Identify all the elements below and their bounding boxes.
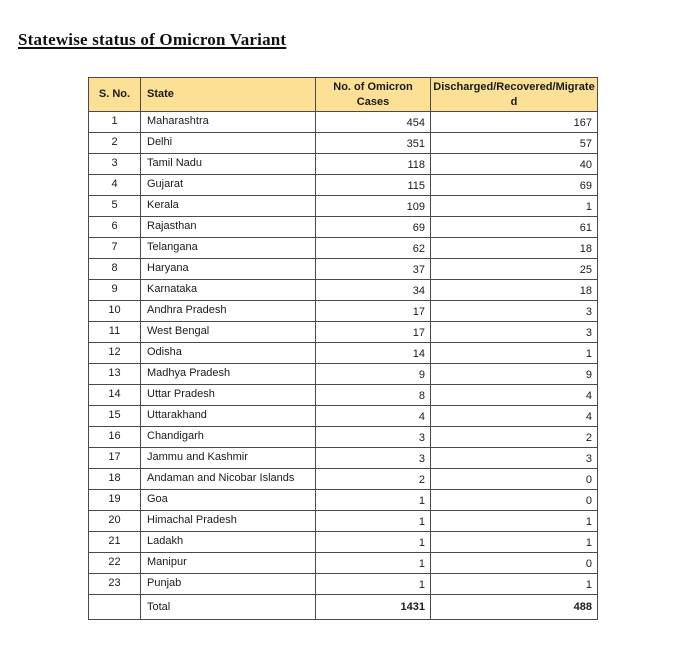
row-serial: 14 [89, 385, 141, 406]
total-empty-cell [89, 595, 141, 620]
row-serial: 22 [89, 553, 141, 574]
row-serial: 15 [89, 406, 141, 427]
table-row [89, 175, 598, 196]
row-state: Jammu and Kashmir [141, 448, 316, 469]
row-cases: 109 [316, 196, 431, 217]
row-discharged: 1 [431, 511, 598, 532]
table-body [89, 112, 598, 620]
row-cases: 1 [316, 490, 431, 511]
row-state: West Bengal [141, 322, 316, 343]
row-discharged: 3 [431, 322, 598, 343]
table-row [89, 553, 598, 574]
header-omicron-cases: No. of Omicron Cases [316, 78, 431, 112]
row-discharged: 61 [431, 217, 598, 238]
row-discharged: 1 [431, 343, 598, 364]
table-row [89, 343, 598, 364]
total-discharged-value: 488 [431, 595, 598, 620]
table-row [89, 217, 598, 238]
row-discharged: 1 [431, 196, 598, 217]
row-serial: 3 [89, 154, 141, 175]
row-cases: 69 [316, 217, 431, 238]
header-serial-number: S. No. [89, 78, 141, 112]
row-cases: 351 [316, 133, 431, 154]
row-serial: 13 [89, 364, 141, 385]
row-state: Punjab [141, 574, 316, 595]
row-cases: 8 [316, 385, 431, 406]
table-row [89, 301, 598, 322]
row-state: Goa [141, 490, 316, 511]
row-state: Odisha [141, 343, 316, 364]
row-state: Manipur [141, 553, 316, 574]
row-cases: 4 [316, 406, 431, 427]
row-discharged: 2 [431, 427, 598, 448]
table-row [89, 259, 598, 280]
row-discharged: 3 [431, 448, 598, 469]
row-serial: 1 [89, 112, 141, 133]
header-row [89, 78, 598, 112]
total-label: Total [141, 595, 316, 620]
table-row [89, 196, 598, 217]
row-serial: 11 [89, 322, 141, 343]
table-row [89, 238, 598, 259]
row-discharged: 57 [431, 133, 598, 154]
page-title: Statewise status of Omicron Variant [18, 30, 287, 49]
row-state: Uttar Pradesh [141, 385, 316, 406]
row-discharged: 40 [431, 154, 598, 175]
table-row [89, 469, 598, 490]
row-cases: 3 [316, 448, 431, 469]
row-serial: 18 [89, 469, 141, 490]
row-cases: 62 [316, 238, 431, 259]
row-discharged: 18 [431, 238, 598, 259]
row-cases: 1 [316, 532, 431, 553]
table-row [89, 385, 598, 406]
row-serial: 12 [89, 343, 141, 364]
row-discharged: 18 [431, 280, 598, 301]
table-row [89, 427, 598, 448]
row-state: Gujarat [141, 175, 316, 196]
row-serial: 8 [89, 259, 141, 280]
row-serial: 7 [89, 238, 141, 259]
row-serial: 16 [89, 427, 141, 448]
row-serial: 21 [89, 532, 141, 553]
row-state: Tamil Nadu [141, 154, 316, 175]
table-row [89, 280, 598, 301]
row-serial: 17 [89, 448, 141, 469]
row-discharged: 4 [431, 406, 598, 427]
row-cases: 37 [316, 259, 431, 280]
row-serial: 23 [89, 574, 141, 595]
row-state: Kerala [141, 196, 316, 217]
row-state: Rajasthan [141, 217, 316, 238]
row-state: Uttarakhand [141, 406, 316, 427]
total-row [89, 595, 598, 620]
row-cases: 17 [316, 301, 431, 322]
row-discharged: 3 [431, 301, 598, 322]
row-cases: 14 [316, 343, 431, 364]
row-serial: 19 [89, 490, 141, 511]
row-discharged: 0 [431, 553, 598, 574]
row-cases: 118 [316, 154, 431, 175]
header-discharged: Discharged/Recovered/Migrated [431, 78, 598, 112]
row-cases: 1 [316, 553, 431, 574]
table-row [89, 322, 598, 343]
row-cases: 34 [316, 280, 431, 301]
table-row [89, 364, 598, 385]
total-cases-value: 1431 [316, 595, 431, 620]
row-cases: 17 [316, 322, 431, 343]
row-serial: 4 [89, 175, 141, 196]
row-state: Andaman and Nicobar Islands [141, 469, 316, 490]
table-row [89, 574, 598, 595]
row-discharged: 69 [431, 175, 598, 196]
table-row [89, 511, 598, 532]
table-row [89, 154, 598, 175]
row-state: Himachal Pradesh [141, 511, 316, 532]
row-discharged: 25 [431, 259, 598, 280]
row-discharged: 167 [431, 112, 598, 133]
row-cases: 9 [316, 364, 431, 385]
row-serial: 10 [89, 301, 141, 322]
row-state: Telangana [141, 238, 316, 259]
row-discharged: 0 [431, 490, 598, 511]
row-discharged: 1 [431, 532, 598, 553]
row-cases: 2 [316, 469, 431, 490]
row-state: Madhya Pradesh [141, 364, 316, 385]
row-cases: 454 [316, 112, 431, 133]
table-row [89, 532, 598, 553]
row-serial: 6 [89, 217, 141, 238]
row-cases: 3 [316, 427, 431, 448]
row-state: Ladakh [141, 532, 316, 553]
row-state: Karnataka [141, 280, 316, 301]
row-cases: 1 [316, 574, 431, 595]
table-row [89, 448, 598, 469]
omicron-status-table [88, 77, 598, 620]
table-row [89, 133, 598, 154]
row-cases: 1 [316, 511, 431, 532]
table-header [89, 78, 598, 112]
row-state: Haryana [141, 259, 316, 280]
row-serial: 9 [89, 280, 141, 301]
row-serial: 20 [89, 511, 141, 532]
row-serial: 2 [89, 133, 141, 154]
header-state: State [141, 78, 316, 112]
row-state: Chandigarh [141, 427, 316, 448]
row-discharged: 4 [431, 385, 598, 406]
table-row [89, 112, 598, 133]
table-row [89, 406, 598, 427]
row-state: Delhi [141, 133, 316, 154]
row-discharged: 9 [431, 364, 598, 385]
row-serial: 5 [89, 196, 141, 217]
row-state: Maharashtra [141, 112, 316, 133]
row-discharged: 0 [431, 469, 598, 490]
row-state: Andhra Pradesh [141, 301, 316, 322]
row-discharged: 1 [431, 574, 598, 595]
table-row [89, 490, 598, 511]
row-cases: 115 [316, 175, 431, 196]
